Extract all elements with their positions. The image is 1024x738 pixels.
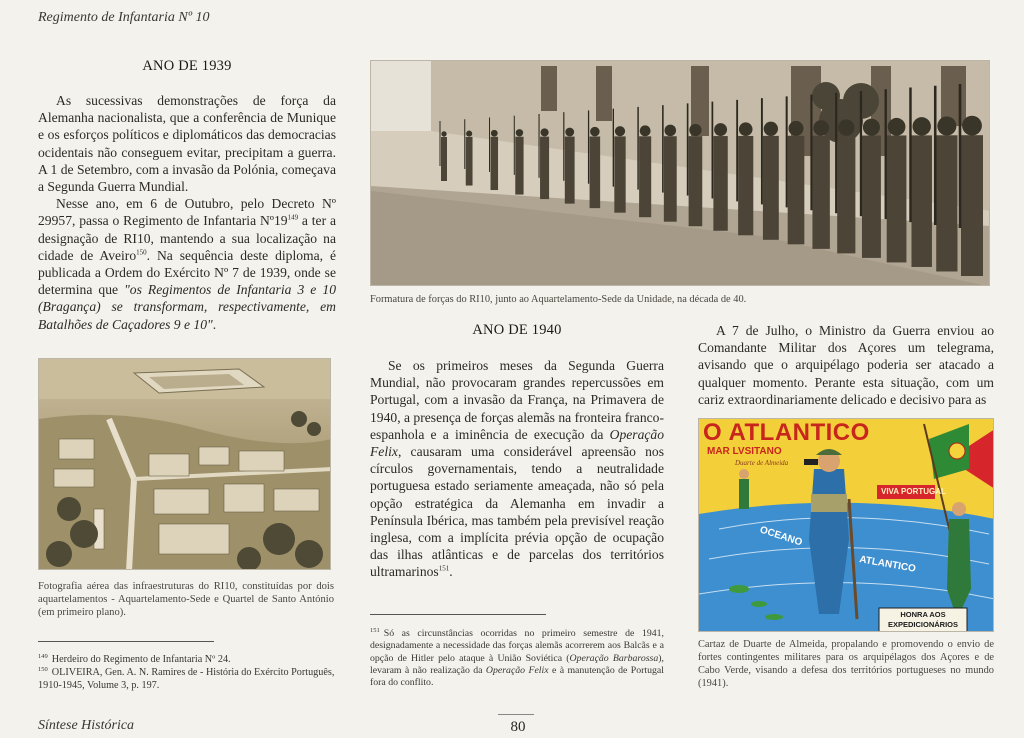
text-run: Se os primeiros meses da Segunda Guerra Mundial, não provocaram grandes repercussões em Portugal, com a invasão da França, na Primavera de 1940, a presença de forças alemãs na fronteira franco-espanhola e a iminência de execução da [370, 358, 664, 442]
text-block-1939 [38, 92, 336, 333]
text-run: . [212, 316, 217, 332]
poster-atlantic-label: ATLANTICO [858, 554, 917, 575]
poster-title: O ATLANTICO [703, 419, 870, 446]
poster-honor-line: EXPEDICIONÁRIOS [887, 620, 958, 629]
aerial-photo [38, 358, 331, 570]
footnote-ref[interactable]: 149 [287, 213, 299, 222]
footnote-text: e à manutenção de Portugal fora do conflito. [370, 664, 664, 689]
text-run: . Na sequência deste diploma, é publicada a Ordem do Exército Nº 7 de 1939, onde se determina que [38, 247, 336, 298]
text-block-1940 [370, 357, 664, 581]
footnote-separator [38, 641, 214, 642]
poster-banner: VIVA PORTUGAL [881, 487, 946, 496]
section-title-1939: ANO DE 1939 [142, 58, 232, 74]
text-block-col3 [698, 322, 994, 408]
text-run: a ter a designação de RI10, mantendo a sua localização na cidade de Aveiro [38, 213, 336, 263]
footnote-text: Só as circunstâncias ocorridas no primeiro semestre de 1941, designadamente a necessidade das forças alemãs acorrerem aos Balcãs e a opção de Hitler pelo ataque à União Soviética ( [370, 628, 664, 664]
page-number: 80 [510, 719, 526, 735]
aerial-photo-image [39, 359, 331, 570]
footnote-text: ), levaram à não realização da [370, 652, 664, 676]
paragraph [38, 195, 336, 333]
poster-ocean-label: OCEANO [758, 524, 804, 549]
text-run: Nesse ano, em 6 de Outubro, pelo Decreto Nº 29957, passa o Regimento de Infantaria Nº19 [38, 196, 336, 229]
poster-subtitle: MAR LVSITANO [707, 446, 782, 457]
footnote-text: Herdeiro do Regimento de Infantaria Nº 24. [51, 654, 231, 665]
text-run: , causaram uma considerável apreensão nos círculos governamentais, tendo a neutralidade portuguesa estado seriamente ameaçada, não só pela opção estratégica da Alemanha em invadir a Península Ibérica, mas também pela previsível reação inglesa, com a implícita prévia opção de ocupação das ilhas atlânticas e de parcelas dos territórios ultramarinos [370, 444, 664, 580]
footnote-mark: 149 [38, 652, 48, 660]
footnote-mark: 150 [38, 665, 48, 673]
running-header: Regimento de Infantaria Nº 10 [38, 10, 210, 25]
paragraph: As sucessivas demonstrações de força da Alemanha nacionalista, que a conferência de Munique e os esforços políticos e diplomáticos das democracias ocidentais não conseguem evitar, precipitam a guerra. A 1 de Setembro, com a invasão da Polónia, começava a Segunda Guerra Mundial. [38, 93, 336, 195]
aerial-photo-caption: Fotografia aérea das infraestruturas do RI10, constituídas por dois aquartelamentos - Aquartelamento-Sede e Quartel de Santo António (em primeiro plano). [38, 581, 334, 618]
parade-photo-image [371, 61, 990, 286]
poster-signature: Duarte de Almeida [735, 459, 789, 467]
parade-photo-caption: Formatura de forças do RI10, junto ao Aquartelamento-Sede da Unidade, na década de 40. [370, 294, 747, 305]
atlantico-poster [698, 418, 994, 632]
footnote-ref[interactable]: 151 [438, 564, 450, 573]
poster-honor-box [881, 610, 965, 630]
poster-honor-line: HONRA AOS [900, 610, 946, 619]
operation-name: Operação Felix [485, 664, 549, 676]
paragraph: A 7 de Julho, o Ministro da Guerra enviou ao Comandante Militar dos Açores um telegrama, avisando que o arquipélago poderia ser atacado a qualquer momento. Perante esta situação, com um cariz extraordinariamente delicado e decisivo para as [698, 323, 994, 407]
quote: "os Regimentos de Infantaria 3 e 10 (Bragança) se transformam, respectivamente, em Batalhões de Caçadores 9 e 10" [38, 282, 336, 332]
operation-name: Operação Barbarossa [569, 652, 659, 664]
paragraph [370, 357, 664, 581]
parade-photo [370, 60, 990, 286]
footnote-ref[interactable]: 150 [136, 248, 147, 257]
footnote-text: OLIVEIRA, Gen. A. N. Ramires de - História do Exército Português, 1910-1945, Volume 3, p. 197. [38, 667, 335, 691]
section-title-1940: ANO DE 1940 [472, 322, 562, 338]
operation-name: Operação Felix [370, 426, 664, 460]
footnote-149 [38, 654, 336, 667]
poster-caption: Cartaz de Duarte de Almeida, propalando e promovendo o envio de fortes contingentes militares para os arquipélagos dos Açores e de Cabo Verde, visando a defesa dos territórios portugueses no mundo (1941). [698, 639, 994, 689]
footnote-151 [370, 628, 664, 689]
page-number-rule [498, 714, 534, 715]
footnote-separator [370, 614, 546, 615]
footnote-150 [38, 667, 336, 692]
text-run: . [449, 564, 453, 580]
running-footer: Síntese Histórica [38, 718, 135, 733]
footnote-mark: 151 [370, 626, 380, 634]
